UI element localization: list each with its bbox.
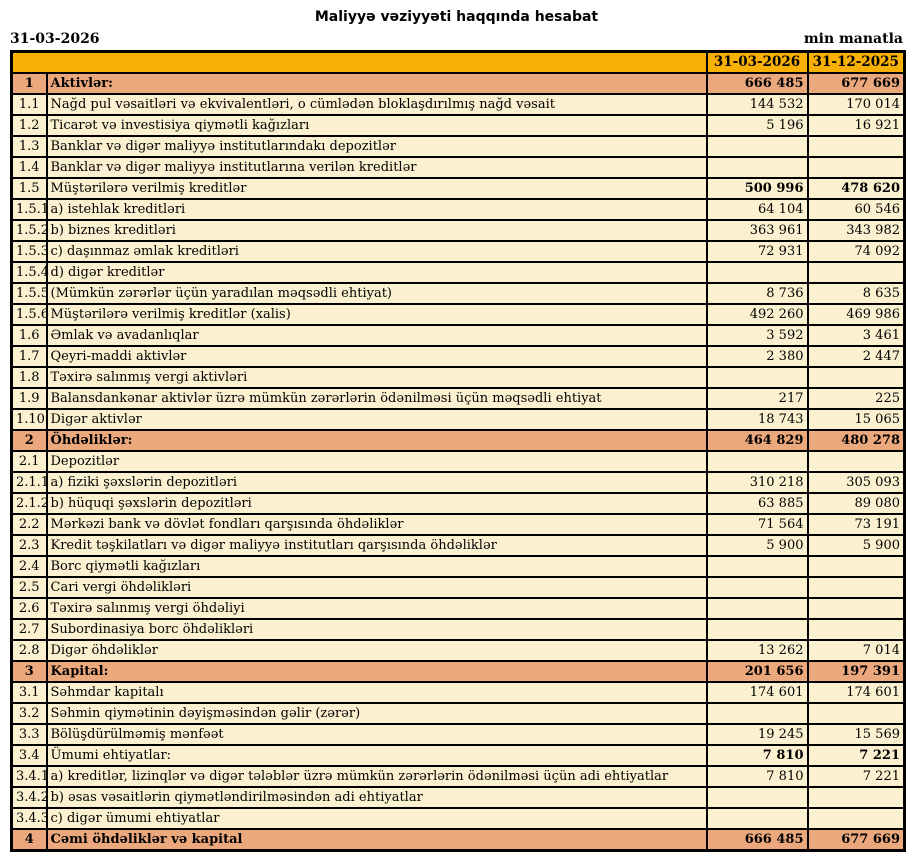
table-row <box>12 829 905 851</box>
row-number-cell: 2.3 <box>12 535 47 556</box>
row-value-current-cell: 174 601 <box>707 682 808 703</box>
row-label-cell: Aktivlər: <box>47 73 707 94</box>
row-number-cell: 3.4 <box>12 745 47 766</box>
row-number-cell: 2.1.2 <box>12 493 47 514</box>
meta-row <box>0 25 913 50</box>
table-row <box>12 724 905 745</box>
row-number-cell: 1.6 <box>12 325 47 346</box>
table-row <box>12 157 905 178</box>
row-label-cell: Əmlak və avadanlıqlar <box>47 325 707 346</box>
row-label-cell: Digər öhdəliklər <box>47 640 707 661</box>
table-row <box>12 283 905 304</box>
row-value-current-cell: 2 380 <box>707 346 808 367</box>
row-value-current-cell: 310 218 <box>707 472 808 493</box>
row-label-cell: Səhmin qiymətinin dəyişməsindən gəlir (zərər) <box>47 703 707 724</box>
table-row <box>12 703 905 724</box>
row-number-cell: 1.1 <box>12 94 47 115</box>
row-value-prior-cell: 677 669 <box>808 829 905 851</box>
row-value-prior-cell: 3 461 <box>808 325 905 346</box>
row-value-current-cell <box>707 598 808 619</box>
table-row <box>12 94 905 115</box>
row-value-current-cell: 666 485 <box>707 73 808 94</box>
row-value-current-cell: 464 829 <box>707 430 808 451</box>
row-label-cell: a) fiziki şəxslərin depozitləri <box>47 472 707 493</box>
row-value-prior-cell: 74 092 <box>808 241 905 262</box>
row-value-current-cell <box>707 451 808 472</box>
row-value-prior-cell: 469 986 <box>808 304 905 325</box>
row-value-prior-cell: 305 093 <box>808 472 905 493</box>
row-value-prior-cell: 8 635 <box>808 283 905 304</box>
row-label-cell: Kapital: <box>47 661 707 682</box>
row-number-cell: 2.7 <box>12 619 47 640</box>
row-number-cell: 1 <box>12 73 47 94</box>
unit-label: min manatla <box>803 31 903 47</box>
table-row <box>12 451 905 472</box>
row-number-cell: 1.3 <box>12 136 47 157</box>
table-row <box>12 220 905 241</box>
row-value-prior-cell: 5 900 <box>808 535 905 556</box>
row-value-current-cell <box>707 136 808 157</box>
row-label-cell: Təxirə salınmış vergi öhdəliyi <box>47 598 707 619</box>
row-label-cell: Digər aktivlər <box>47 409 707 430</box>
table-row <box>12 640 905 661</box>
table-row <box>12 682 905 703</box>
row-value-current-cell: 500 996 <box>707 178 808 199</box>
row-value-prior-cell: 343 982 <box>808 220 905 241</box>
row-value-current-cell: 492 260 <box>707 304 808 325</box>
row-value-prior-cell: 60 546 <box>808 199 905 220</box>
row-label-cell: Nağd pul vəsaitləri və ekvivalentləri, o cümlədən bloklaşdırılmış nağd vəsait <box>47 94 707 115</box>
row-value-prior-cell <box>808 703 905 724</box>
row-number-cell: 2.1.1 <box>12 472 47 493</box>
table-row <box>12 367 905 388</box>
row-value-prior-cell: 174 601 <box>808 682 905 703</box>
row-label-cell: Müştərilərə verilmiş kreditlər <box>47 178 707 199</box>
table-row <box>12 493 905 514</box>
row-value-prior-cell <box>808 451 905 472</box>
row-value-prior-cell <box>808 157 905 178</box>
row-value-current-cell <box>707 556 808 577</box>
header-column-prior-period: 31-12-2025 <box>808 52 905 74</box>
row-label-cell: Səhmdar kapitalı <box>47 682 707 703</box>
row-number-cell: 3.1 <box>12 682 47 703</box>
row-number-cell: 2 <box>12 430 47 451</box>
row-value-current-cell <box>707 367 808 388</box>
table-row <box>12 388 905 409</box>
row-value-prior-cell: 7 221 <box>808 745 905 766</box>
row-label-cell: Öhdəliklər: <box>47 430 707 451</box>
row-number-cell: 1.7 <box>12 346 47 367</box>
row-value-current-cell: 217 <box>707 388 808 409</box>
table-row <box>12 619 905 640</box>
row-value-current-cell: 18 743 <box>707 409 808 430</box>
row-value-prior-cell: 480 278 <box>808 430 905 451</box>
table-row <box>12 787 905 808</box>
row-label-cell: (Mümkün zərərlər üçün yaradılan məqsədli ehtiyat) <box>47 283 707 304</box>
row-label-cell: Subordinasiya borc öhdəlikləri <box>47 619 707 640</box>
row-label-cell: Ümumi ehtiyatlar: <box>47 745 707 766</box>
row-value-prior-cell <box>808 787 905 808</box>
row-value-current-cell: 144 532 <box>707 94 808 115</box>
row-label-cell: Depozitlər <box>47 451 707 472</box>
row-value-current-cell: 64 104 <box>707 199 808 220</box>
row-value-current-cell <box>707 157 808 178</box>
table-header-row <box>12 52 905 74</box>
row-number-cell: 1.5.2 <box>12 220 47 241</box>
row-value-current-cell <box>707 577 808 598</box>
row-number-cell: 3.3 <box>12 724 47 745</box>
row-value-prior-cell: 7 014 <box>808 640 905 661</box>
table-row <box>12 598 905 619</box>
row-value-prior-cell <box>808 808 905 829</box>
row-value-current-cell: 13 262 <box>707 640 808 661</box>
row-value-prior-cell: 2 447 <box>808 346 905 367</box>
row-number-cell: 1.5.5 <box>12 283 47 304</box>
row-value-prior-cell <box>808 577 905 598</box>
table-row <box>12 514 905 535</box>
row-value-prior-cell: 170 014 <box>808 94 905 115</box>
row-number-cell: 1.4 <box>12 157 47 178</box>
row-value-prior-cell: 225 <box>808 388 905 409</box>
table-row <box>12 346 905 367</box>
row-value-prior-cell: 478 620 <box>808 178 905 199</box>
row-value-prior-cell: 7 221 <box>808 766 905 787</box>
row-value-current-cell: 201 656 <box>707 661 808 682</box>
row-label-cell: Bölüşdürülməmiş mənfəət <box>47 724 707 745</box>
row-value-current-cell: 3 592 <box>707 325 808 346</box>
row-number-cell: 2.4 <box>12 556 47 577</box>
row-number-cell: 1.5.1 <box>12 199 47 220</box>
row-label-cell: Kredit təşkilatları və digər maliyyə institutları qarşısında öhdəliklər <box>47 535 707 556</box>
report-table-body <box>12 73 905 851</box>
row-value-prior-cell: 15 569 <box>808 724 905 745</box>
row-value-current-cell: 72 931 <box>707 241 808 262</box>
row-value-current-cell: 19 245 <box>707 724 808 745</box>
table-row <box>12 577 905 598</box>
table-row <box>12 199 905 220</box>
row-label-cell: Mərkəzi bank və dövlət fondları qarşısında öhdəliklər <box>47 514 707 535</box>
row-value-current-cell: 71 564 <box>707 514 808 535</box>
row-value-current-cell <box>707 262 808 283</box>
row-number-cell: 2.2 <box>12 514 47 535</box>
row-number-cell: 4 <box>12 829 47 851</box>
row-label-cell: Banklar və digər maliyyə institutlarındakı depozitlər <box>47 136 707 157</box>
row-label-cell: c) digər ümumi ehtiyatlar <box>47 808 707 829</box>
row-value-prior-cell: 73 191 <box>808 514 905 535</box>
row-value-current-cell: 8 736 <box>707 283 808 304</box>
row-number-cell: 3.4.1 <box>12 766 47 787</box>
row-label-cell: Cəmi öhdəliklər və kapital <box>47 829 707 851</box>
row-label-cell: b) biznes kreditləri <box>47 220 707 241</box>
report-date-label: 31-03-2026 <box>10 31 100 47</box>
table-row <box>12 262 905 283</box>
row-value-prior-cell <box>808 556 905 577</box>
row-value-prior-cell <box>808 598 905 619</box>
table-row <box>12 661 905 682</box>
row-label-cell: Borc qiymətli kağızları <box>47 556 707 577</box>
table-row <box>12 808 905 829</box>
row-value-prior-cell: 677 669 <box>808 73 905 94</box>
row-label-cell: Müştərilərə verilmiş kreditlər (xalis) <box>47 304 707 325</box>
row-value-prior-cell: 89 080 <box>808 493 905 514</box>
row-value-prior-cell <box>808 136 905 157</box>
table-row <box>12 136 905 157</box>
row-label-cell: b) hüquqi şəxslərin depozitləri <box>47 493 707 514</box>
row-number-cell: 3.2 <box>12 703 47 724</box>
row-number-cell: 1.2 <box>12 115 47 136</box>
row-value-current-cell <box>707 703 808 724</box>
row-label-cell: a) kreditlər, lizinqlər və digər tələblər üzrə mümkün zərərlərin ödənilməsi üçün adi ehtiyatlar <box>47 766 707 787</box>
row-label-cell: d) digər kreditlər <box>47 262 707 283</box>
table-row <box>12 409 905 430</box>
row-value-current-cell: 63 885 <box>707 493 808 514</box>
header-empty-cell <box>12 52 707 74</box>
row-value-current-cell: 7 810 <box>707 745 808 766</box>
table-row <box>12 745 905 766</box>
table-row <box>12 430 905 451</box>
row-label-cell: a) istehlak kreditləri <box>47 199 707 220</box>
row-number-cell: 1.5 <box>12 178 47 199</box>
row-number-cell: 3.4.2 <box>12 787 47 808</box>
financial-statement-table <box>10 50 906 852</box>
table-row <box>12 178 905 199</box>
row-number-cell: 1.5.6 <box>12 304 47 325</box>
page-title: Maliyyə vəziyyəti haqqında hesabat <box>314 9 599 25</box>
row-value-current-cell: 5 900 <box>707 535 808 556</box>
row-number-cell: 3 <box>12 661 47 682</box>
row-number-cell: 2.6 <box>12 598 47 619</box>
row-value-current-cell <box>707 787 808 808</box>
table-row <box>12 304 905 325</box>
row-value-prior-cell: 197 391 <box>808 661 905 682</box>
row-value-current-cell <box>707 808 808 829</box>
row-label-cell: Ticarət və investisiya qiymətli kağızları <box>47 115 707 136</box>
row-value-current-cell: 666 485 <box>707 829 808 851</box>
row-label-cell: Təxirə salınmış vergi aktivləri <box>47 367 707 388</box>
row-number-cell: 2.8 <box>12 640 47 661</box>
row-value-prior-cell <box>808 619 905 640</box>
row-label-cell: b) əsas vəsaitlərin qiymətləndirilməsindən adi ehtiyatlar <box>47 787 707 808</box>
row-number-cell: 1.9 <box>12 388 47 409</box>
header-column-current-period: 31-03-2026 <box>707 52 808 74</box>
table-row <box>12 766 905 787</box>
table-row <box>12 556 905 577</box>
row-label-cell: Balansdankənar aktivlər üzrə mümkün zərərlərin ödənilməsi üçün məqsədli ehtiyat <box>47 388 707 409</box>
row-number-cell: 1.8 <box>12 367 47 388</box>
row-value-current-cell <box>707 619 808 640</box>
table-row <box>12 115 905 136</box>
row-number-cell: 1.10 <box>12 409 47 430</box>
row-number-cell: 2.5 <box>12 577 47 598</box>
table-row <box>12 472 905 493</box>
row-label-cell: Banklar və digər maliyyə institutlarına verilən kreditlər <box>47 157 707 178</box>
row-number-cell: 2.1 <box>12 451 47 472</box>
table-row <box>12 535 905 556</box>
row-value-current-cell: 5 196 <box>707 115 808 136</box>
row-value-prior-cell <box>808 367 905 388</box>
row-value-prior-cell: 16 921 <box>808 115 905 136</box>
row-label-cell: Qeyri-maddi aktivlər <box>47 346 707 367</box>
row-value-prior-cell: 15 065 <box>808 409 905 430</box>
row-value-current-cell: 363 961 <box>707 220 808 241</box>
row-number-cell: 1.5.4 <box>12 262 47 283</box>
row-number-cell: 3.4.3 <box>12 808 47 829</box>
row-label-cell: Cari vergi öhdəlikləri <box>47 577 707 598</box>
row-number-cell: 1.5.3 <box>12 241 47 262</box>
table-row <box>12 325 905 346</box>
table-row <box>12 241 905 262</box>
row-label-cell: c) daşınmaz əmlak kreditləri <box>47 241 707 262</box>
row-value-current-cell: 7 810 <box>707 766 808 787</box>
table-row <box>12 73 905 94</box>
row-value-prior-cell <box>808 262 905 283</box>
